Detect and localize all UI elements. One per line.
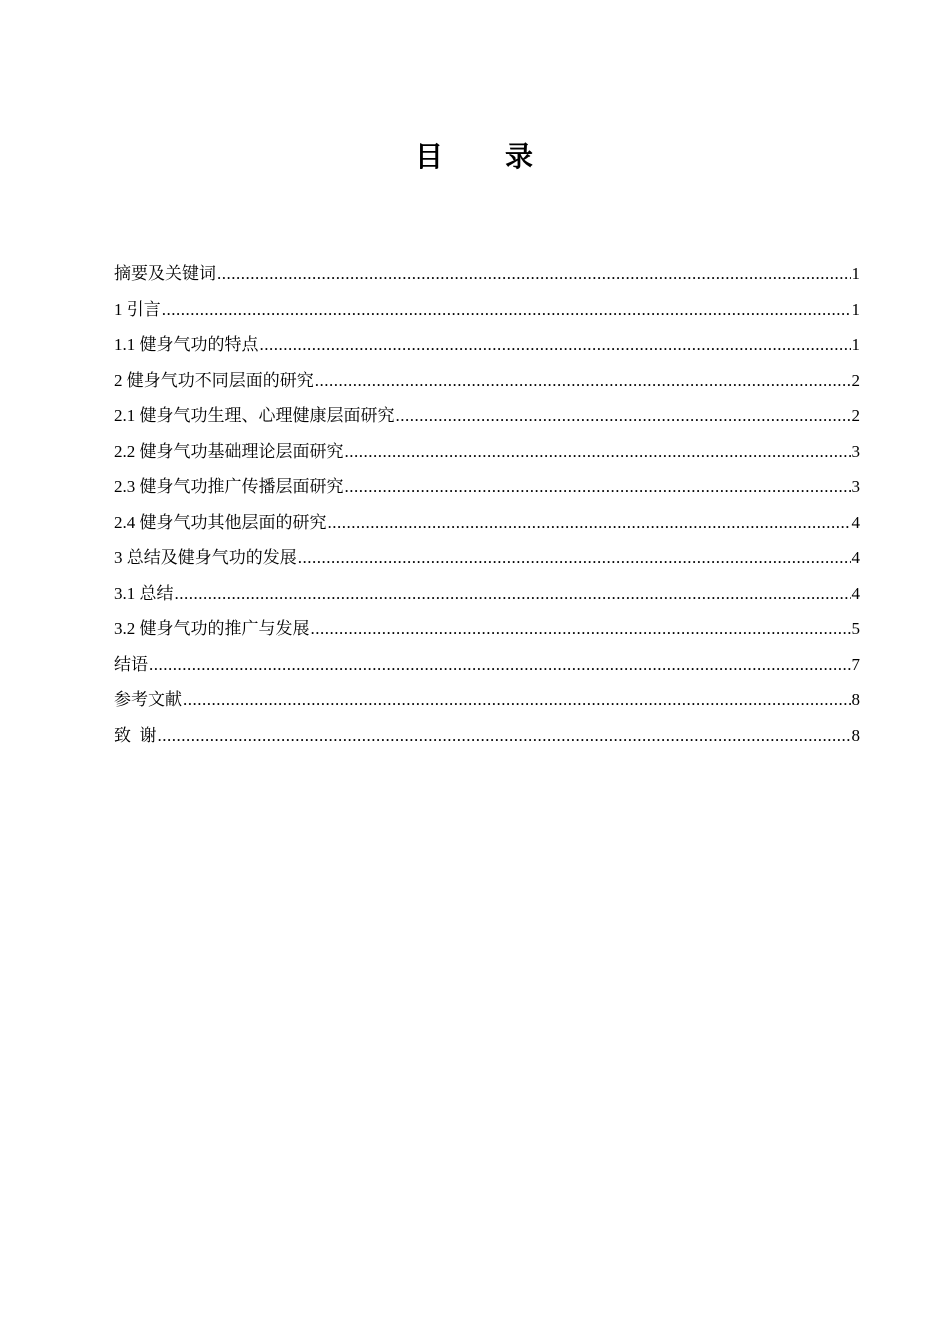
toc-entry[interactable] <box>114 576 860 612</box>
toc-dot-leader <box>315 363 851 399</box>
toc-page-number: 1 <box>851 264 860 283</box>
toc-entry[interactable] <box>114 256 860 292</box>
toc-entry[interactable] <box>114 434 860 470</box>
toc-page-number: 2 <box>851 406 860 425</box>
toc-entry-label: 3.2 健身气功的推广与发展 <box>114 619 310 638</box>
toc-entry-label: 3.1 总结 <box>114 583 174 603</box>
toc-dot-leader <box>396 398 851 434</box>
toc-dot-leader <box>217 256 851 292</box>
toc-page-number: 4 <box>851 583 860 603</box>
toc-page-number: 7 <box>851 654 860 674</box>
toc-page-number: 4 <box>851 512 860 532</box>
toc-entry-label: 结语 <box>114 654 148 674</box>
toc-page-number: 8 <box>851 690 860 709</box>
toc-page-number: 4 <box>851 548 860 567</box>
toc-entry[interactable] <box>114 718 860 754</box>
table-of-contents <box>114 256 860 753</box>
toc-dot-leader <box>298 540 851 576</box>
page-title: 目 录 <box>414 139 535 173</box>
toc-entry[interactable] <box>114 540 860 576</box>
toc-entry[interactable] <box>114 505 860 541</box>
toc-entry-label: 2.2 健身气功基础理论层面研究 <box>114 441 344 461</box>
toc-page-number: 1 <box>851 299 860 319</box>
toc-entry[interactable] <box>114 469 860 505</box>
toc-entry-label: 2.1 健身气功生理、心理健康层面研究 <box>114 406 395 425</box>
toc-entry-label: 参考文献 <box>114 690 182 709</box>
toc-dot-leader <box>311 611 851 647</box>
toc-dot-leader <box>345 434 851 470</box>
toc-entry[interactable] <box>114 292 860 328</box>
toc-entry[interactable] <box>114 611 860 647</box>
toc-entry-label: 2.4 健身气功其他层面的研究 <box>114 512 327 532</box>
toc-entry-label: 致 谢 <box>114 725 157 745</box>
toc-page-number: 8 <box>851 725 860 745</box>
toc-entry-label: 2.3 健身气功推广传播层面研究 <box>114 477 344 496</box>
toc-page-number: 5 <box>851 619 860 638</box>
toc-dot-leader <box>260 327 851 363</box>
toc-dot-leader <box>328 505 851 541</box>
toc-dot-leader <box>149 647 851 683</box>
toc-entry-label: 摘要及关键词 <box>114 264 216 283</box>
toc-page-number: 2 <box>851 370 860 390</box>
toc-entry-label: 3 总结及健身气功的发展 <box>114 548 297 567</box>
toc-entry-label: 2 健身气功不同层面的研究 <box>114 370 314 390</box>
toc-dot-leader <box>162 292 851 328</box>
toc-dot-leader <box>158 718 851 754</box>
toc-entry[interactable] <box>114 398 860 434</box>
toc-entry[interactable] <box>114 363 860 399</box>
toc-page-number: 1 <box>851 335 860 354</box>
toc-dot-leader <box>183 682 851 718</box>
toc-entry[interactable] <box>114 682 860 718</box>
toc-entry[interactable] <box>114 647 860 683</box>
toc-entry[interactable] <box>114 327 860 363</box>
toc-dot-leader <box>345 469 851 505</box>
toc-dot-leader <box>175 576 851 612</box>
toc-entry-label: 1 引言 <box>114 299 161 319</box>
toc-page-number: 3 <box>851 441 860 461</box>
toc-page-number: 3 <box>851 477 860 496</box>
toc-entry-label: 1.1 健身气功的特点 <box>114 335 259 354</box>
